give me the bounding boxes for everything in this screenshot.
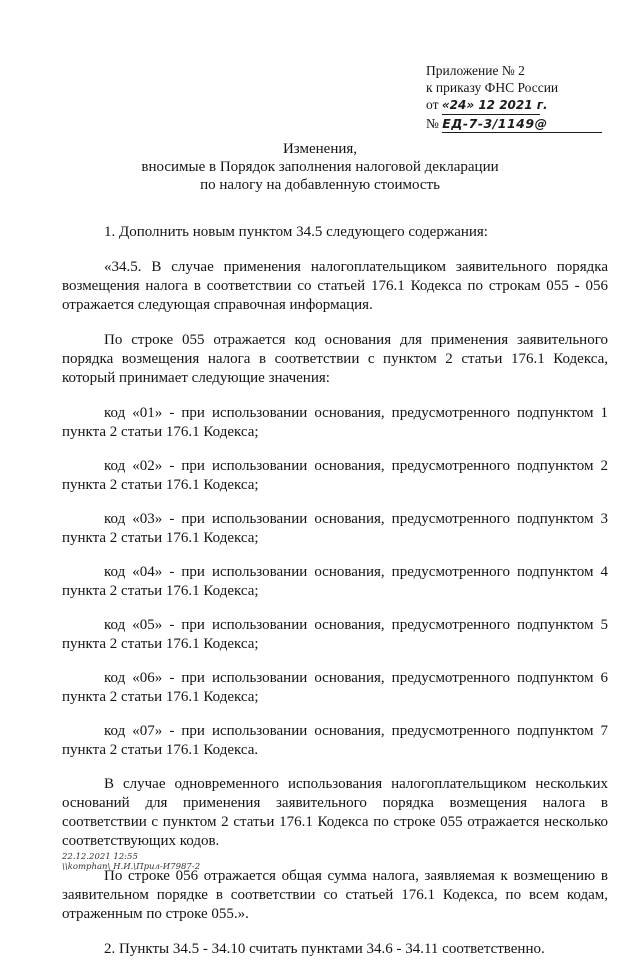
paragraph-line-055: По строке 055 отражается код основания для применения заявительного порядка возмещения налога в соответствии с пунктом 2 статьи 176.1 Кодекса, который принимает следующие значения: (62, 332, 608, 386)
title-line-2: вносимые в Порядок заполнения налоговой декларации (141, 159, 499, 175)
code-01-item: код «01» - при использовании основания, предусмотренного подпунктом 1 пункта 2 статьи 176.1 Кодекса; (62, 405, 608, 440)
code-02-item: код «02» - при использовании основания, предусмотренного подпунктом 2 пункта 2 статьи 176.1 Кодекса; (62, 458, 608, 493)
footer-timestamp: 22.12.2021 12:55 (62, 852, 138, 862)
paragraph-1: 1. Дополнить новым пунктом 34.5 следующего содержания: (104, 224, 488, 240)
code-07-item: код «07» - при использовании основания, предусмотренного подпунктом 7 пункта 2 статьи 176.1 Кодекса. (62, 723, 608, 758)
handwritten-order-number: ЕД-7-3/1149@ (442, 115, 602, 133)
paragraph-multiple-codes: В случае одновременного использования налогоплательщиком нескольких оснований для применения заявительного порядка возмещения налога в соответствии с пунктом 2 статьи 176.1 Кодекса по строке 055 отражается несколько соответствующих кодов. (62, 776, 608, 849)
appendix-number: Приложение № 2 (426, 63, 525, 78)
footer-file-path: \\komphan\ Н.И.\Прил-И7987-2 (62, 862, 201, 872)
paragraph-line-056: По строке 056 отражается общая сумма налога, заявляемая к возмещению в заявительном порядке в соответствии со статьей 176.1 Кодекса, по всем кодам, отраженным по строке 055.». (62, 868, 608, 922)
date-prefix: от (426, 97, 439, 112)
number-prefix: № (426, 116, 439, 131)
code-04-item: код «04» - при использовании основания, предусмотренного подпунктом 4 пункта 2 статьи 176.1 Кодекса; (62, 564, 608, 599)
appendix-date-line (426, 96, 626, 115)
title-line-1: Изменения, (282, 141, 358, 157)
file-footer (62, 852, 200, 872)
appendix-header (426, 62, 626, 133)
code-03-item: код «03» - при использовании основания, предусмотренного подпунктом 3 пункта 2 статьи 176.1 Кодекса; (62, 511, 608, 546)
handwritten-date: «24» 12 2021 г. (442, 97, 540, 115)
appendix-order-ref: к приказу ФНС России (426, 80, 559, 95)
paragraph-2: 2. Пункты 34.5 - 34.10 считать пунктами 34.6 - 34.11 соответственно. (104, 941, 545, 957)
code-05-item: код «05» - при использовании основания, предусмотренного подпунктом 5 пункта 2 статьи 176.1 Кодекса; (62, 617, 608, 652)
document-title (0, 140, 640, 194)
paragraph-34-5: «34.5. В случае применения налогоплательщиком заявительного порядка возмещения налога в соответствии со статьей 176.1 Кодекса по строкам 055 - 056 отражается следующая справочная информация. (62, 259, 608, 313)
appendix-number-line (426, 115, 626, 133)
title-line-3: по налогу на добавленную стоимость (200, 177, 440, 193)
code-06-item: код «06» - при использовании основания, предусмотренного подпунктом 6 пункта 2 статьи 176.1 Кодекса; (62, 670, 608, 705)
